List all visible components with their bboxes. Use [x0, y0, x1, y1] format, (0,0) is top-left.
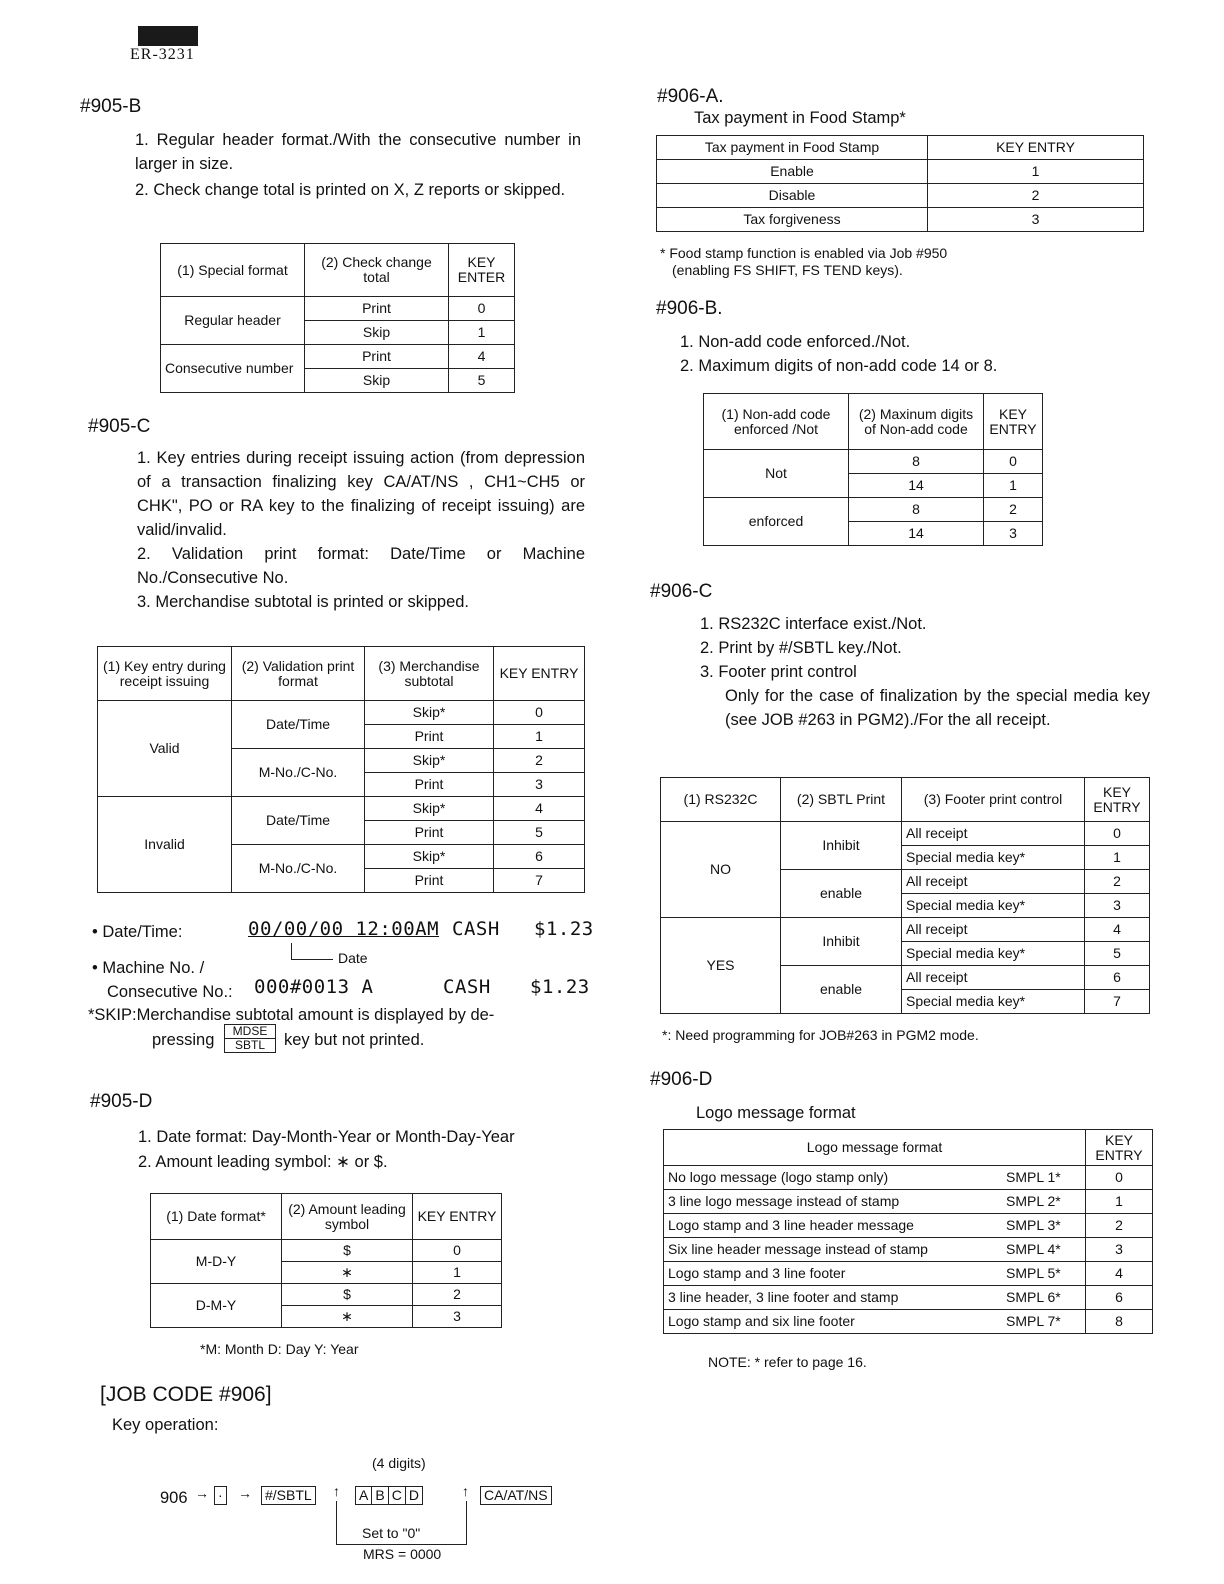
date-pointer-line — [291, 943, 292, 960]
cell-key: 3 — [413, 1306, 502, 1328]
cell-key: 3 — [984, 522, 1043, 546]
key-d: D — [405, 1486, 423, 1505]
cell-key: 4 — [449, 345, 515, 369]
cell-opt: Skip — [305, 369, 449, 393]
cell-special-media: Special media key* — [902, 894, 1085, 918]
s906a-note-1: * Food stamp function is enabled via Job #950 — [660, 245, 948, 261]
th-nonadd-enforced: (1) Non-add code enforced /Not — [704, 394, 849, 450]
cell-mno: M-No./C-No. — [232, 845, 365, 893]
cell-option: Disable — [657, 184, 928, 208]
cell-valid: Valid — [98, 701, 232, 797]
cell-key: 0 — [413, 1240, 502, 1262]
cell-key: 8 — [1086, 1310, 1153, 1334]
skip-note-line-1: *SKIP:Merchandise subtotal amount is displayed by de- — [88, 1006, 495, 1024]
example-date-caption: Date — [338, 950, 368, 966]
cell-key: 1 — [494, 725, 585, 749]
cell-key: 6 — [1085, 966, 1150, 990]
cell-sample: SMPL 4* — [1002, 1238, 1086, 1262]
cell-key: 0 — [984, 450, 1043, 474]
cell-sample: SMPL 2* — [1002, 1190, 1086, 1214]
cell-digits: 8 — [849, 450, 984, 474]
cell-skip: Skip* — [365, 797, 494, 821]
cell-symbol: $ — [282, 1284, 413, 1306]
four-digits-label: (4 digits) — [372, 1455, 426, 1471]
cell-key: 4 — [1085, 918, 1150, 942]
cell-print: Print — [365, 821, 494, 845]
s906c-item-3-detail: Only for the case of finalization by the special media key (see JOB #263 in PGM2)./For the all receipt. — [725, 687, 1150, 729]
cell-logo-format: 3 line logo message instead of stamp — [664, 1190, 1003, 1214]
cell-datetime: Date/Time — [232, 797, 365, 845]
section-title-905b: #905-B — [80, 96, 142, 117]
mdse-sbtl-key — [224, 1024, 276, 1053]
cell-key: 2 — [984, 498, 1043, 522]
cell-option: Tax forgiveness — [657, 208, 928, 232]
example-machine-value: 000#0013 A — [254, 976, 374, 998]
cell-dmy: D-M-Y — [151, 1284, 282, 1328]
th-check-change: (2) Check change total — [305, 244, 449, 297]
cell-print: Print — [365, 869, 494, 893]
s905d-item-1: 1. Date format: Day-Month-Year or Month-Day-Year — [138, 1128, 515, 1146]
s905c-item-3: 3. Merchandise subtotal is printed or skipped. — [137, 593, 470, 611]
section-title-906b: #906-B. — [656, 298, 723, 319]
key-c: C — [388, 1486, 405, 1505]
s906d-subtitle: Logo message format — [696, 1104, 856, 1122]
mrs-value: MRS = 0000 — [363, 1546, 442, 1562]
bracket-right — [466, 1501, 467, 1545]
cell-key: 5 — [449, 369, 515, 393]
th-key-entry: KEY ENTRY — [1085, 778, 1150, 822]
set-to-zero: Set to "0" — [362, 1525, 421, 1541]
cell-logo-format: No logo message (logo stamp only) — [664, 1166, 1003, 1190]
cell-logo-format: Logo stamp and 3 line footer — [664, 1262, 1003, 1286]
cell-sample: SMPL 5* — [1002, 1262, 1086, 1286]
arrow-2: → — [238, 1485, 252, 1501]
date-pointer-hline — [291, 959, 333, 960]
th-special-format: (1) Special format — [161, 244, 305, 297]
s905d-footnote: *M: Month D: Day Y: Year — [200, 1341, 359, 1357]
s906a-subtitle: Tax payment in Food Stamp* — [694, 109, 906, 127]
skip-note-pressing: pressing — [152, 1031, 215, 1049]
table-905c — [97, 646, 585, 893]
cell-key: 2 — [1085, 870, 1150, 894]
cell-symbol: ∗ — [282, 1306, 413, 1328]
s906d-note: NOTE: * refer to page 16. — [708, 1354, 867, 1370]
cell-key: 0 — [1086, 1166, 1153, 1190]
s906c-item-3: 3. Footer print control — [700, 663, 857, 681]
cell-key: 2 — [928, 184, 1144, 208]
cell-key: 6 — [1086, 1286, 1153, 1310]
mdse-key-label: MDSE — [232, 1024, 268, 1038]
cell-key: 2 — [1086, 1214, 1153, 1238]
key-b: B — [371, 1486, 387, 1505]
cell-mdy: M-D-Y — [151, 1240, 282, 1284]
arrow-3: ↑ — [333, 1483, 340, 1499]
brand-logo-block — [138, 26, 198, 46]
cell-yes: YES — [661, 918, 781, 1014]
s905b-item-2: 2. Check change total is printed on X, Z reports or skipped. — [135, 181, 566, 199]
dot-key: · — [214, 1486, 227, 1505]
skip-note-key-text: key but not printed. — [284, 1031, 425, 1049]
cell-key: 5 — [1085, 942, 1150, 966]
th-key-entry: KEY ENTRY — [984, 394, 1043, 450]
cell-logo-format: 3 line header, 3 line footer and stamp — [664, 1286, 1003, 1310]
cell-invalid: Invalid — [98, 797, 232, 893]
sbtl-key-label: SBTL — [225, 1038, 275, 1052]
cell-print: Print — [365, 773, 494, 797]
th-merch-subtotal: (3) Merchandise subtotal — [365, 647, 494, 701]
cell-key: 3 — [928, 208, 1144, 232]
cell-key: 3 — [1086, 1238, 1153, 1262]
cell-key: 4 — [1086, 1262, 1153, 1286]
key-operation-label: Key operation: — [112, 1416, 219, 1434]
s906c-item-1: 1. RS232C interface exist./Not. — [700, 615, 927, 633]
cell-consecutive-number: Consecutive number — [161, 345, 305, 393]
s906b-item-2: 2. Maximum digits of non-add code 14 or 8. — [680, 357, 998, 375]
cell-enforced: enforced — [704, 498, 849, 546]
cell-key: 0 — [494, 701, 585, 725]
cell-skip: Skip* — [365, 749, 494, 773]
th-key-enter: KEY ENTER — [449, 244, 515, 297]
cell-sample: SMPL 3* — [1002, 1214, 1086, 1238]
cell-digits: 8 — [849, 498, 984, 522]
cell-opt: Print — [305, 345, 449, 369]
cell-sample: SMPL 6* — [1002, 1286, 1086, 1310]
th-tax-payment: Tax payment in Food Stamp — [657, 136, 928, 160]
sbtl-key: #/SBTL — [261, 1486, 316, 1505]
cell-key: 1 — [1086, 1190, 1153, 1214]
cell-mno: M-No./C-No. — [232, 749, 365, 797]
th-key-entry: KEY ENTRY — [1086, 1130, 1153, 1166]
cell-key: 5 — [494, 821, 585, 845]
th-key-entry: KEY ENTRY — [928, 136, 1144, 160]
s905d-item-2: 2. Amount leading symbol: ∗ or $. — [138, 1153, 388, 1171]
table-906d — [663, 1129, 1153, 1334]
cell-option: Enable — [657, 160, 928, 184]
th-sbtl-print: (2) SBTL Print — [781, 778, 902, 822]
cell-datetime: Date/Time — [232, 701, 365, 749]
th-footer-control: (3) Footer print control — [902, 778, 1085, 822]
cell-no: NO — [661, 822, 781, 918]
table-906c — [660, 777, 1150, 1014]
s905b-item-1: 1. Regular header format./With the consecutive number in larger in size. — [135, 131, 581, 173]
cell-key: 1 — [928, 160, 1144, 184]
cell-symbol: $ — [282, 1240, 413, 1262]
cell-inhibit: Inhibit — [781, 918, 902, 966]
cell-key: 1 — [449, 321, 515, 345]
s906c-item-2: 2. Print by #/SBTL key./Not. — [700, 639, 902, 657]
s906c-note: *: Need programming for JOB#263 in PGM2 mode. — [662, 1027, 979, 1043]
cell-skip: Skip* — [365, 701, 494, 725]
cell-enable: enable — [781, 870, 902, 918]
cell-key: 1 — [1085, 846, 1150, 870]
cell-print: Print — [365, 725, 494, 749]
example-cash-2: CASH — [443, 976, 491, 998]
cell-key: 4 — [494, 797, 585, 821]
table-906a — [656, 135, 1144, 232]
cell-sample: SMPL 7* — [1002, 1310, 1086, 1334]
cell-key: 3 — [1085, 894, 1150, 918]
bracket-bottom — [336, 1544, 467, 1545]
key-a: A — [355, 1486, 371, 1505]
cell-symbol: ∗ — [282, 1262, 413, 1284]
section-title-906c: #906-C — [650, 581, 713, 602]
section-title-906d: #906-D — [650, 1069, 713, 1090]
example-machine-label-1: • Machine No. / — [92, 959, 205, 977]
cell-all-receipt: All receipt — [902, 822, 1085, 846]
arrow-4: ↑ — [462, 1483, 469, 1499]
cell-special-media: Special media key* — [902, 846, 1085, 870]
example-datetime-value: 00/00/00 12:00AM — [248, 918, 440, 940]
th-rs232c: (1) RS232C — [661, 778, 781, 822]
cell-key: 2 — [494, 749, 585, 773]
model-number: ER-3231 — [130, 46, 195, 63]
cell-logo-format: Six line header message instead of stamp — [664, 1238, 1003, 1262]
cell-all-receipt: All receipt — [902, 870, 1085, 894]
cell-key: 1 — [413, 1262, 502, 1284]
cell-key: 2 — [413, 1284, 502, 1306]
example-machine-label-2: Consecutive No.: — [107, 983, 233, 1001]
cell-key: 1 — [984, 474, 1043, 498]
s906a-note-2: (enabling FS SHIFT, FS TEND keys). — [672, 262, 903, 278]
s906b-item-1: 1. Non-add code enforced./Not. — [680, 333, 911, 351]
cell-key: 3 — [494, 773, 585, 797]
example-amount-2: $1.23 — [530, 976, 590, 998]
th-key-entry-during-receipt: (1) Key entry during receipt issuing — [98, 647, 232, 701]
cell-key: 0 — [1085, 822, 1150, 846]
job-code-title: [JOB CODE #906] — [100, 1383, 272, 1406]
cell-logo-format: Logo stamp and 3 line header message — [664, 1214, 1003, 1238]
cell-digits: 14 — [849, 474, 984, 498]
cell-special-media: Special media key* — [902, 990, 1085, 1014]
cell-key: 0 — [449, 297, 515, 321]
cell-not: Not — [704, 450, 849, 498]
section-title-906a: #906-A. — [657, 86, 724, 107]
cell-enable: enable — [781, 966, 902, 1014]
s905c-item-1: 1. Key entries during receipt issuing action (from depression of a transaction finalizing key CA/AT/NS , CH1~CH5 or CHK", PO or RA key to the finalizing of receipt issuing) are valid/invalid. — [137, 449, 585, 539]
cell-opt: Print — [305, 297, 449, 321]
cell-digits: 14 — [849, 522, 984, 546]
section-title-905d: #905-D — [90, 1091, 153, 1112]
cell-opt: Skip — [305, 321, 449, 345]
cell-inhibit: Inhibit — [781, 822, 902, 870]
job-code-906: 906 — [160, 1489, 188, 1507]
cell-key: 7 — [494, 869, 585, 893]
cell-logo-format: Logo stamp and six line footer — [664, 1310, 1003, 1334]
cell-all-receipt: All receipt — [902, 966, 1085, 990]
abcd-keys — [355, 1486, 423, 1505]
section-title-905c: #905-C — [88, 416, 151, 437]
arrow-1: → — [195, 1485, 209, 1501]
th-date-format: (1) Date format* — [151, 1194, 282, 1240]
example-amount-1: $1.23 — [534, 918, 594, 940]
example-datetime-label: • Date/Time: — [92, 923, 183, 941]
cell-regular-header: Regular header — [161, 297, 305, 345]
bracket-left — [336, 1501, 337, 1545]
example-cash-1: CASH — [452, 918, 500, 940]
th-logo-format: Logo message format — [664, 1130, 1086, 1166]
cell-sample: SMPL 1* — [1002, 1166, 1086, 1190]
s905c-item-2: 2. Validation print format: Date/Time or Machine No./Consecutive No. — [137, 545, 585, 587]
th-key-entry: KEY ENTRY — [413, 1194, 502, 1240]
table-905d — [150, 1193, 502, 1328]
th-validation-format: (2) Validation print format — [232, 647, 365, 701]
table-906b — [703, 393, 1043, 546]
table-905b — [160, 243, 515, 393]
th-key-entry: KEY ENTRY — [494, 647, 585, 701]
cell-all-receipt: All receipt — [902, 918, 1085, 942]
th-max-digits: (2) Maxinum digits of Non-add code — [849, 394, 984, 450]
cell-special-media: Special media key* — [902, 942, 1085, 966]
th-amount-symbol: (2) Amount leading symbol — [282, 1194, 413, 1240]
cell-key: 7 — [1085, 990, 1150, 1014]
cell-skip: Skip* — [365, 845, 494, 869]
cell-key: 6 — [494, 845, 585, 869]
ca-at-ns-key: CA/AT/NS — [480, 1486, 552, 1505]
